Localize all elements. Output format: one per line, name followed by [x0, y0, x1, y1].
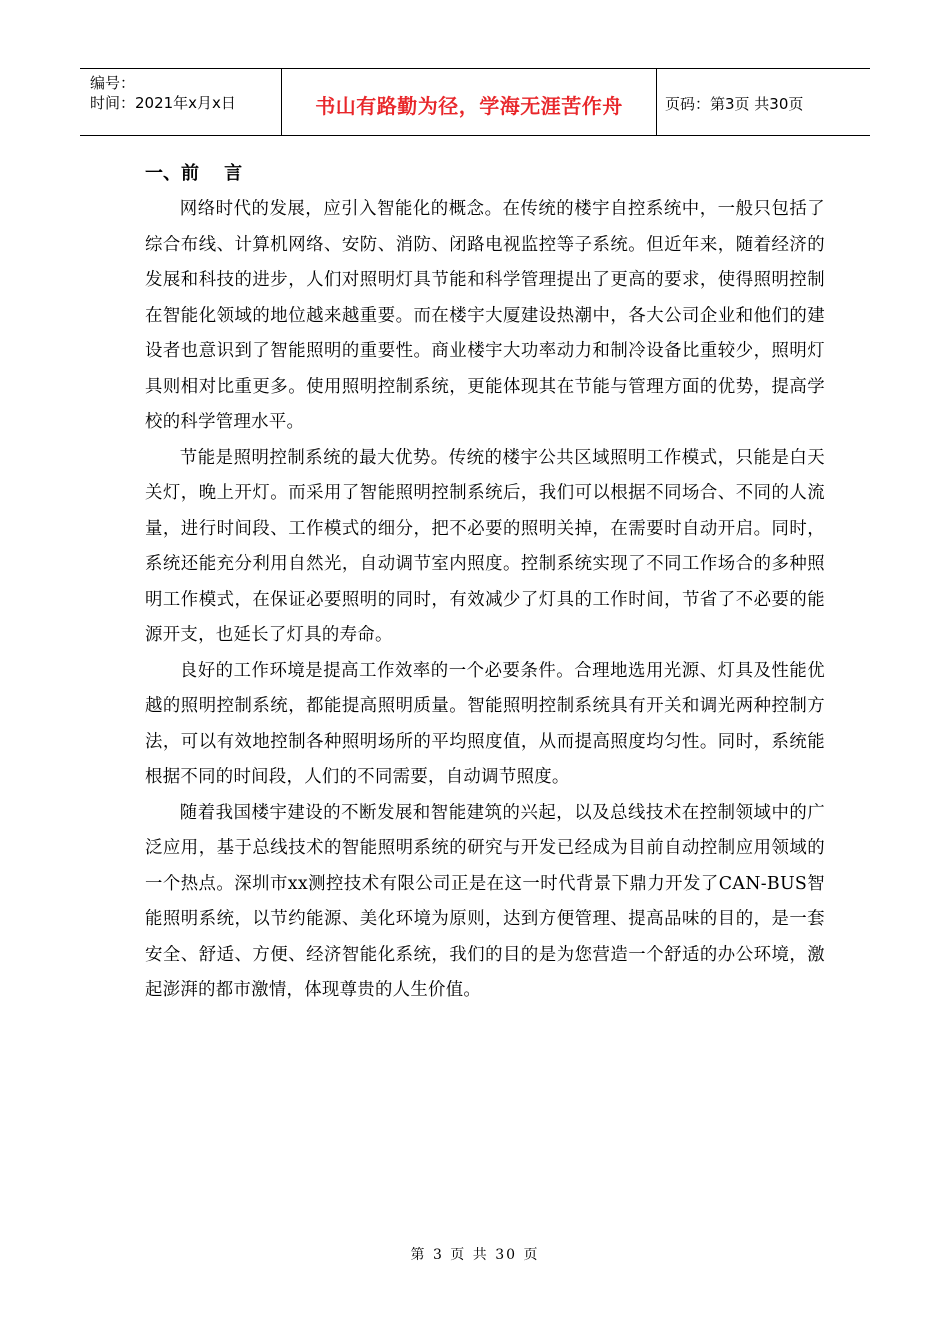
- document-header: [80, 68, 870, 136]
- paragraph: 随着我国楼宇建设的不断发展和智能建筑的兴起，以及总线技术在控制领域中的广泛应用，基于总线技术的智能照明系统的研究与开发已经成为目前自动控制应用领域的一个热点。深圳市xx测控技术有限公司正是在这一时代背景下鼎力开发了CAN-BUS智能照明系统，以节约能源、美化环境为原则，达到方便管理、提高品味的目的，是一套安全、舒适、方便、经济智能化系统，我们的目的是为您营造一个舒适的办公环境，激起澎湃的都市激情，体现尊贵的人生价值。: [145, 802, 825, 1000]
- paragraph: 节能是照明控制系统的最大优势。传统的楼宇公共区域照明工作模式，只能是白天关灯，晚上开灯。而采用了智能照明控制系统后，我们可以根据不同场合、不同的人流量，进行时间段、工作模式的细分，把不必要的照明关掉，在需要时自动开启。同时，系统还能充分利用自然光，自动调节室内照度。控制系统实现了不同工作场合的多种照明工作模式，在保证必要照明的同时，有效减少了灯具的工作时间，节省了不必要的能源开支，也延长了灯具的寿命。: [145, 447, 825, 645]
- document-date: 时间：2021年x月x日: [90, 94, 236, 112]
- header-motto: 书山有路勤为径，学海无涯苦作舟: [282, 69, 657, 135]
- paragraph: 网络时代的发展，应引入智能化的概念。在传统的楼宇自控系统中，一般只包括了综合布线、计算机网络、安防、消防、闭路电视监控等子系统。但近年来，随着经济的发展和科技的进步，人们对照明灯具节能和科学管理提出了更高的要求，使得照明控制在智能化领域的地位越来越重要。而在楼宇大厦建设热潮中，各大公司企业和他们的建设者也意识到了智能照明的重要性。商业楼宇大功率动力和制冷设备比重较少，照明灯具则相对比重更多。使用照明控制系统，更能体现其在节能与管理方面的优势，提高学校的科学管理水平。: [145, 199, 825, 432]
- paragraph: 良好的工作环境是提高工作效率的一个必要条件。合理地选用光源、灯具及性能优越的照明控制系统，都能提高照明质量。智能照明控制系统具有开关和调光两种控制方法，可以有效地控制各种照明场所的平均照度值，从而提高照度均匀性。同时，系统能根据不同的时间段，人们的不同需要，自动调节照度。: [145, 660, 825, 787]
- header-page-info: 页码：第3页 共30页: [665, 94, 804, 113]
- page-footer: 第 3 页 共 30 页: [410, 1247, 540, 1263]
- document-number-label: 编号：: [90, 74, 136, 92]
- header-meta-cell: [80, 69, 282, 135]
- document-body: [145, 156, 825, 1009]
- section-title: 一、前 言: [145, 163, 243, 184]
